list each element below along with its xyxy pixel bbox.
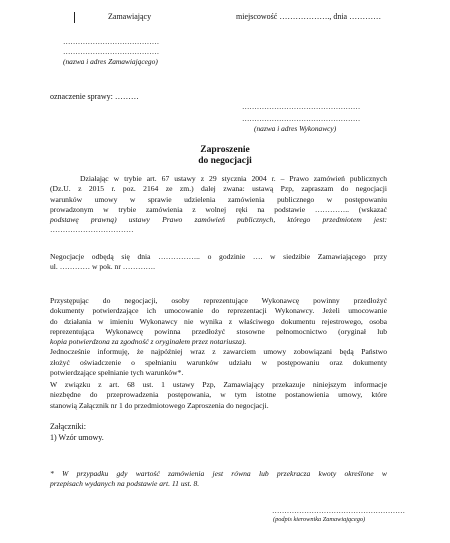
para1-line: (Dz.U. z 2015 r. poz. 2164 ze zm.) dalej zwana: ustawą Pzp, zapraszam do negocjacji — [50, 184, 387, 194]
place-date: miejscowość ………………., dnia ………… — [236, 12, 382, 21]
para1-line: warunków umowy w sprawie udzielenia zamówienia publicznego w postępowaniu — [50, 194, 387, 204]
ordering-party-dots-1: ………………………………… — [63, 37, 160, 46]
para3-line: Jednocześnie informuję, że najpóźniej wraz z zawarciem umowy zobowiązani będą Państwo — [50, 347, 387, 357]
title-line-1: Zaproszenie — [200, 145, 250, 155]
footnote — [50, 469, 387, 490]
contractor-dots-1: ………………………………………… — [242, 102, 361, 111]
paragraph-legal-basis — [50, 174, 387, 236]
attachments-label: Załączniki: — [50, 422, 86, 431]
footnote-line: * W przypadku gdy wartość zamówienia jest równa lub przekracza kwoty określone w — [50, 469, 387, 478]
contractor-caption: (nazwa i adres Wykonawcy) — [254, 124, 337, 133]
signature-caption: (podpis kierownika Zamawiającego) — [273, 516, 366, 523]
paragraph-representation — [50, 296, 387, 378]
para1-line: Działając w trybie art. 67 ustawy z 29 stycznia 2004 r. – Prawo zamówień publicznych — [80, 174, 387, 183]
para1-line: …………………………… — [50, 225, 134, 235]
attachment-item-1: 1) Wzór umowy. — [50, 433, 104, 442]
para3-line: reprezentująca Wykonawcę powinna przedłożyć stosowne pełnomocnictwo (oryginał lub — [50, 326, 387, 336]
para3-line: kopia potwierdzona za zgodność z oryginałem przez notariusza). — [50, 337, 247, 347]
para3-line: do działania w imieniu Wykonawcy nie wynika z właściwego dokumentu rejestrowego, osoba — [50, 316, 387, 326]
para4-line: stanowią Załącznik nr 1 do przedmiotowego Zaproszenia do negocjacji. — [50, 400, 269, 410]
para3-line: złożyć oświadczenie o spełnianiu warunków udziału w postępowaniu oraz dokumenty — [50, 357, 387, 367]
title-line-2: do negocjacji — [198, 156, 252, 166]
ordering-party-caption: (nazwa i adres Zamawiającego) — [63, 57, 158, 66]
ordering-party-label: Zamawiający — [108, 12, 152, 21]
signature-dots: ……………………………………………… — [272, 506, 406, 515]
para4-line: W związku z art. 68 ust. 1 ustawy Pzp, Zamawiający przekazuje niniejszym informacje — [50, 380, 387, 389]
text-cursor — [74, 12, 75, 23]
para3-line: Przystępując do negocjacji, osoby reprezentujące Wykonawcę powinny przedłożyć — [50, 296, 387, 305]
paragraph-negotiation-date — [50, 252, 387, 273]
contractor-dots-2: ………………………………………… — [242, 114, 361, 123]
para2-line: ul. ………… w pok. nr …………. — [50, 262, 156, 272]
para1-line: podstawę prawną) ustawy Prawo zamówień publicznych, którego przedmiotem jest: — [50, 215, 387, 225]
para2-line: Negocjacje odbędą się dnia …………….. o godzinie …. w siedzibie Zamawiającego przy — [50, 252, 387, 261]
ordering-party-dots-2: ………………………………… — [63, 47, 160, 56]
case-reference: oznaczenie sprawy: ……… — [50, 92, 139, 101]
paragraph-art-68 — [50, 380, 387, 411]
para1-line: prowadzonym w trybie zamówienia z wolnej ręki na podstawie ………….. (wskazać — [50, 204, 387, 214]
para4-line: niezbędne do przeprowadzenia postępowania, w tym istotne postanowienia umowy, które — [50, 390, 387, 400]
para3-line: dokumenty potwierdzające ich umocowanie do reprezentacji Wykonawcy. Jeżeli umocowanie — [50, 306, 387, 316]
footnote-line: przepisach wydanych na podstawie art. 11 ust. 8. — [50, 479, 200, 489]
para3-line: potwierdzające spełnianie tych warunków*. — [50, 368, 184, 378]
